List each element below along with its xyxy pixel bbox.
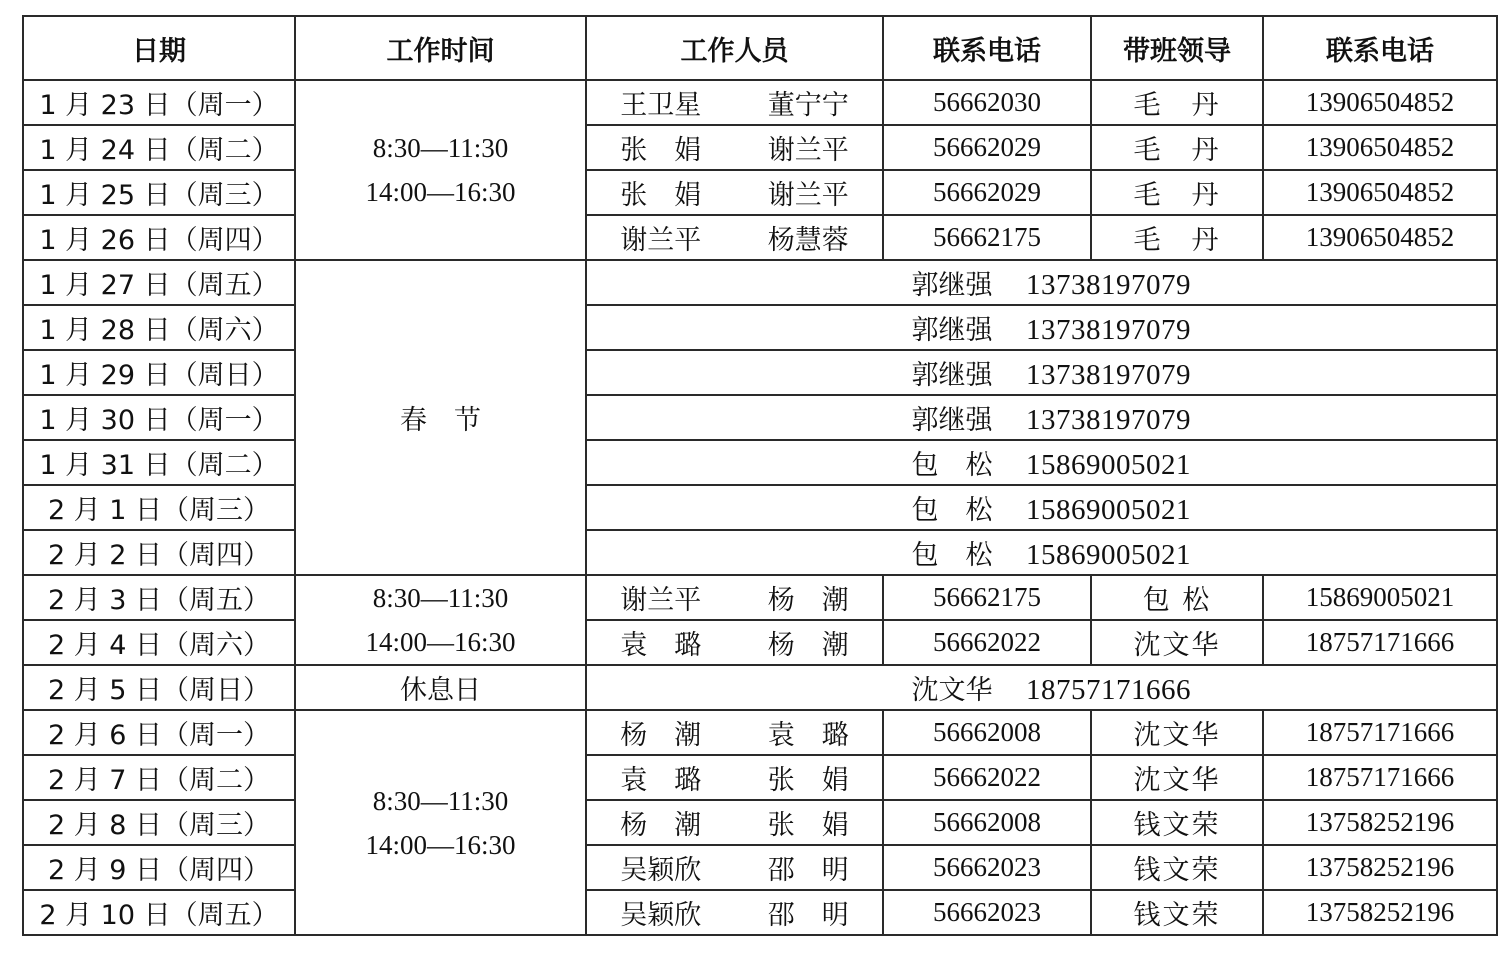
staff-phone-cell: 56662022 xyxy=(883,755,1091,800)
table-row xyxy=(23,215,1497,260)
leader-cell: 包 松 xyxy=(1091,575,1263,620)
staff-name: 杨慧蓉 xyxy=(767,225,849,256)
date-cell: 1 月 26 日（周四） xyxy=(23,215,295,260)
duty-name: 包 松 xyxy=(911,540,993,571)
staff-name: 张 娟 xyxy=(767,765,849,796)
header-work-time: 工作时间 xyxy=(295,16,586,80)
staff-phone-cell: 56662175 xyxy=(883,575,1091,620)
leader-phone-cell: 13758252196 xyxy=(1263,845,1497,890)
staff-cell xyxy=(586,845,883,890)
time-morning: 8:30—11:30 xyxy=(372,583,509,613)
staff-name: 谢兰平 xyxy=(767,135,849,166)
date-cell: 2 月 4 日（周六） xyxy=(23,620,295,665)
holiday-cell: 春 节 xyxy=(295,260,586,575)
date-cell: 2 月 8 日（周三） xyxy=(23,800,295,845)
staff-name: 杨 潮 xyxy=(620,810,702,841)
staff-cell xyxy=(586,800,883,845)
duty-phone: 15869005021 xyxy=(1026,449,1191,481)
leader-cell: 毛 丹 xyxy=(1091,170,1263,215)
table-row xyxy=(23,395,1497,440)
staff-name: 杨 潮 xyxy=(620,720,702,751)
leader-cell: 毛 丹 xyxy=(1091,215,1263,260)
duty-phone: 13738197079 xyxy=(1026,404,1191,436)
staff-name: 张 娟 xyxy=(620,180,702,211)
date-cell: 2 月 10 日（周五） xyxy=(23,890,295,935)
staff-phone-cell: 56662029 xyxy=(883,170,1091,215)
duty-name: 郭继强 xyxy=(911,405,993,436)
staff-phone-cell: 56662008 xyxy=(883,800,1091,845)
staff-cell xyxy=(586,575,883,620)
staff-name: 袁 璐 xyxy=(620,630,702,661)
header-row xyxy=(23,16,1497,80)
header-staff-phone: 联系电话 xyxy=(883,16,1091,80)
duty-phone: 13738197079 xyxy=(1026,269,1191,301)
staff-name: 袁 璐 xyxy=(620,765,702,796)
staff-cell xyxy=(586,620,883,665)
leader-cell: 沈文华 xyxy=(1091,620,1263,665)
date-cell: 1 月 25 日（周三） xyxy=(23,170,295,215)
leader-cell: 毛 丹 xyxy=(1091,80,1263,125)
duty-cell xyxy=(586,305,1497,350)
table-row xyxy=(23,305,1497,350)
leader-cell: 钱文荣 xyxy=(1091,890,1263,935)
header-leader: 带班领导 xyxy=(1091,16,1263,80)
duty-cell xyxy=(586,350,1497,395)
header-leader-phone: 联系电话 xyxy=(1263,16,1497,80)
duty-phone: 13738197079 xyxy=(1026,314,1191,346)
staff-cell xyxy=(586,710,883,755)
date-cell: 1 月 24 日（周二） xyxy=(23,125,295,170)
duty-phone: 13738197079 xyxy=(1026,359,1191,391)
leader-cell: 沈文华 xyxy=(1091,710,1263,755)
header-staff: 工作人员 xyxy=(586,16,883,80)
staff-name: 吴颖欣 xyxy=(620,855,702,886)
rest-day-cell: 休息日 xyxy=(295,665,586,710)
duty-name: 包 松 xyxy=(911,450,993,481)
duty-name: 郭继强 xyxy=(911,360,993,391)
staff-name: 杨 潮 xyxy=(767,585,849,616)
leader-cell: 钱文荣 xyxy=(1091,845,1263,890)
duty-name: 包 松 xyxy=(911,495,993,526)
staff-name: 张 娟 xyxy=(620,135,702,166)
leader-phone-cell: 13906504852 xyxy=(1263,170,1497,215)
staff-cell xyxy=(586,890,883,935)
table-row xyxy=(23,755,1497,800)
staff-phone-cell: 56662008 xyxy=(883,710,1091,755)
staff-cell xyxy=(586,125,883,170)
time-morning: 8:30—11:30 xyxy=(372,785,509,816)
leader-phone-cell: 18757171666 xyxy=(1263,755,1497,800)
duty-cell xyxy=(586,260,1497,305)
date-cell: 2 月 5 日（周日） xyxy=(23,665,295,710)
date-cell: 2 月 2 日（周四） xyxy=(23,530,295,575)
staff-name: 张 娟 xyxy=(767,810,849,841)
table-row xyxy=(23,800,1497,845)
date-cell: 1 月 29 日（周日） xyxy=(23,350,295,395)
date-cell: 2 月 3 日（周五） xyxy=(23,575,295,620)
time-afternoon: 14:00—16:30 xyxy=(365,177,516,207)
staff-phone-cell: 56662175 xyxy=(883,215,1091,260)
duty-phone: 15869005021 xyxy=(1026,494,1191,526)
duty-cell xyxy=(586,530,1497,575)
date-cell: 1 月 27 日（周五） xyxy=(23,260,295,305)
staff-phone-cell: 56662030 xyxy=(883,80,1091,125)
duty-name: 郭继强 xyxy=(911,270,993,301)
time-afternoon: 14:00—16:30 xyxy=(365,829,516,860)
staff-name: 谢兰平 xyxy=(620,225,702,256)
staff-name: 谢兰平 xyxy=(767,180,849,211)
work-time-cell xyxy=(295,710,586,935)
table-row xyxy=(23,80,1497,125)
duty-cell xyxy=(586,395,1497,440)
date-cell: 2 月 6 日（周一） xyxy=(23,710,295,755)
staff-cell xyxy=(586,755,883,800)
duty-schedule-table xyxy=(22,15,1498,936)
duty-cell xyxy=(586,440,1497,485)
table-row xyxy=(23,575,1497,620)
staff-phone-cell: 56662023 xyxy=(883,845,1091,890)
table-row xyxy=(23,890,1497,935)
date-cell: 2 月 1 日（周三） xyxy=(23,485,295,530)
duty-phone: 15869005021 xyxy=(1026,539,1191,571)
leader-phone-cell: 13758252196 xyxy=(1263,800,1497,845)
time-morning: 8:30—11:30 xyxy=(372,133,509,163)
leader-cell: 钱文荣 xyxy=(1091,800,1263,845)
leader-phone-cell: 13906504852 xyxy=(1263,80,1497,125)
staff-cell xyxy=(586,80,883,125)
table-row xyxy=(23,125,1497,170)
leader-phone-cell: 13758252196 xyxy=(1263,890,1497,935)
table-row xyxy=(23,530,1497,575)
table-row xyxy=(23,260,1497,305)
staff-cell xyxy=(586,215,883,260)
duty-name: 郭继强 xyxy=(911,315,993,346)
duty-cell xyxy=(586,485,1497,530)
duty-name: 沈文华 xyxy=(911,675,993,706)
date-cell: 1 月 31 日（周二） xyxy=(23,440,295,485)
date-cell: 1 月 30 日（周一） xyxy=(23,395,295,440)
staff-name: 董宁宁 xyxy=(767,90,849,121)
duty-phone: 18757171666 xyxy=(1026,674,1191,706)
duty-cell xyxy=(586,665,1497,710)
leader-cell: 毛 丹 xyxy=(1091,125,1263,170)
leader-phone-cell: 13906504852 xyxy=(1263,215,1497,260)
leader-phone-cell: 18757171666 xyxy=(1263,710,1497,755)
staff-name: 吴颖欣 xyxy=(620,900,702,931)
leader-phone-cell: 13906504852 xyxy=(1263,125,1497,170)
staff-phone-cell: 56662029 xyxy=(883,125,1091,170)
table-row xyxy=(23,620,1497,665)
leader-phone-cell: 18757171666 xyxy=(1263,620,1497,665)
table-row xyxy=(23,845,1497,890)
staff-cell xyxy=(586,170,883,215)
table-row xyxy=(23,665,1497,710)
table-row xyxy=(23,440,1497,485)
work-time-cell xyxy=(295,575,586,665)
time-afternoon: 14:00—16:30 xyxy=(365,627,516,657)
staff-phone-cell: 56662022 xyxy=(883,620,1091,665)
staff-phone-cell: 56662023 xyxy=(883,890,1091,935)
staff-name: 王卫星 xyxy=(620,90,702,121)
table-row xyxy=(23,710,1497,755)
staff-name: 邵 明 xyxy=(767,900,849,931)
leader-phone-cell: 15869005021 xyxy=(1263,575,1497,620)
work-time-cell xyxy=(295,80,586,260)
header-date: 日期 xyxy=(23,16,295,80)
date-cell: 1 月 23 日（周一） xyxy=(23,80,295,125)
staff-name: 杨 潮 xyxy=(767,630,849,661)
leader-cell: 沈文华 xyxy=(1091,755,1263,800)
staff-name: 袁 璐 xyxy=(767,720,849,751)
table-row xyxy=(23,350,1497,395)
table-row xyxy=(23,170,1497,215)
date-cell: 2 月 9 日（周四） xyxy=(23,845,295,890)
table-row xyxy=(23,485,1497,530)
date-cell: 2 月 7 日（周二） xyxy=(23,755,295,800)
date-cell: 1 月 28 日（周六） xyxy=(23,305,295,350)
staff-name: 邵 明 xyxy=(767,855,849,886)
staff-name: 谢兰平 xyxy=(620,585,702,616)
